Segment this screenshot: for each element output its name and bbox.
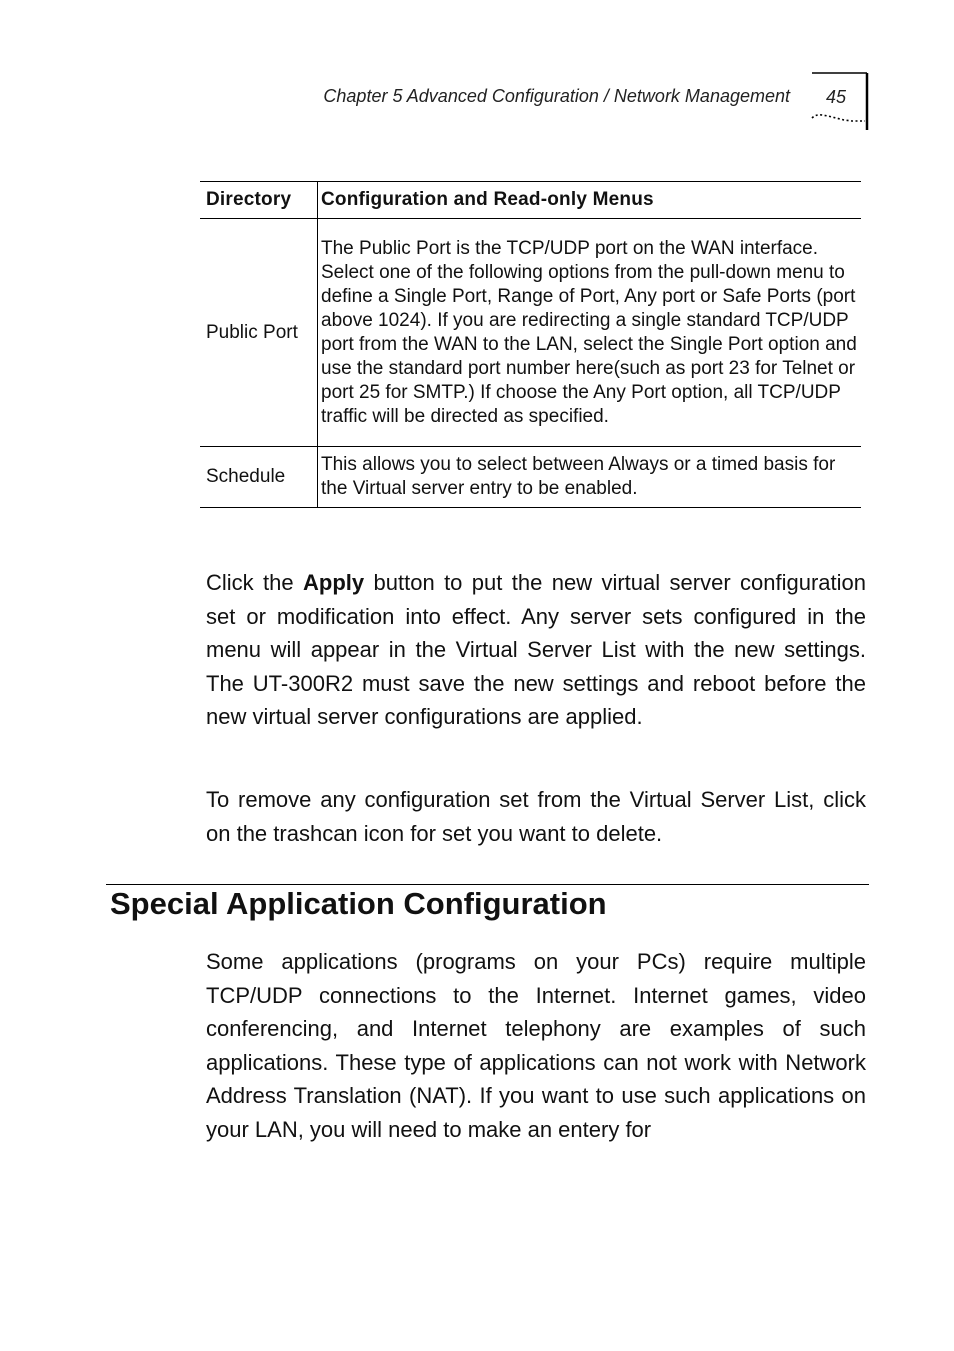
column-header-menus: Configuration and Read-only Menus	[321, 189, 654, 210]
table-row	[200, 219, 861, 447]
running-header: Chapter 5 Advanced Configuration / Network Management	[323, 86, 790, 106]
directory-table	[200, 181, 861, 508]
paragraph-text-after: button to put the new virtual server configuration set or modification into effect. Any server sets configured in the menu will appear in the Virtual Server List with the new settings. The UT-300R2 must save the new settings and reboot before the new virtual server configurations are applied.	[206, 570, 866, 730]
paragraph-text-before: Click the	[206, 570, 304, 595]
column-header-directory: Directory	[200, 182, 318, 219]
section-title: Special Application Configuration	[110, 886, 607, 921]
section-paragraph: Some applications (programs on your PCs) require multiple TCP/UDP connections to the Internet. Internet games, video conferencing, and Internet telephony are examples of such applications. These type of applications can not work with Network Address Translation (NAT). If you want to use such applications on your LAN, you will need to make an entery for	[206, 949, 866, 1142]
remove-instructions-paragraph: To remove any configuration set from the Virtual Server List, click on the trashcan icon for set you want to delete.	[206, 787, 866, 846]
apply-keyword: Apply	[303, 570, 365, 595]
directory-table-container	[200, 181, 861, 508]
description-cell: The Public Port is the TCP/UDP port on the WAN interface. Select one of the following options from the pull-down menu to define a Single Port, Range of Port, Any port or Safe Ports (port above 1024). If you are redirecting a single standard TCP/UDP port from the WAN to the LAN, select the Single Port option and use the standard port number here(such as port 23 for Telnet or port 25 for SMTP.) If choose the Any Port option, all TCP/UDP traffic will be directed as specified.	[321, 237, 857, 427]
page-number: 45	[826, 87, 847, 107]
section-divider	[106, 884, 869, 885]
table-header-row	[200, 182, 861, 219]
directory-cell: Public Port	[200, 219, 318, 447]
page-corner-decoration-icon	[808, 70, 872, 134]
description-cell: This allows you to select between Always or a timed basis for the Virtual server entry to be enabled.	[321, 454, 836, 499]
directory-cell: Schedule	[200, 447, 318, 508]
table-row	[200, 447, 861, 508]
apply-instructions-paragraph	[206, 566, 866, 734]
